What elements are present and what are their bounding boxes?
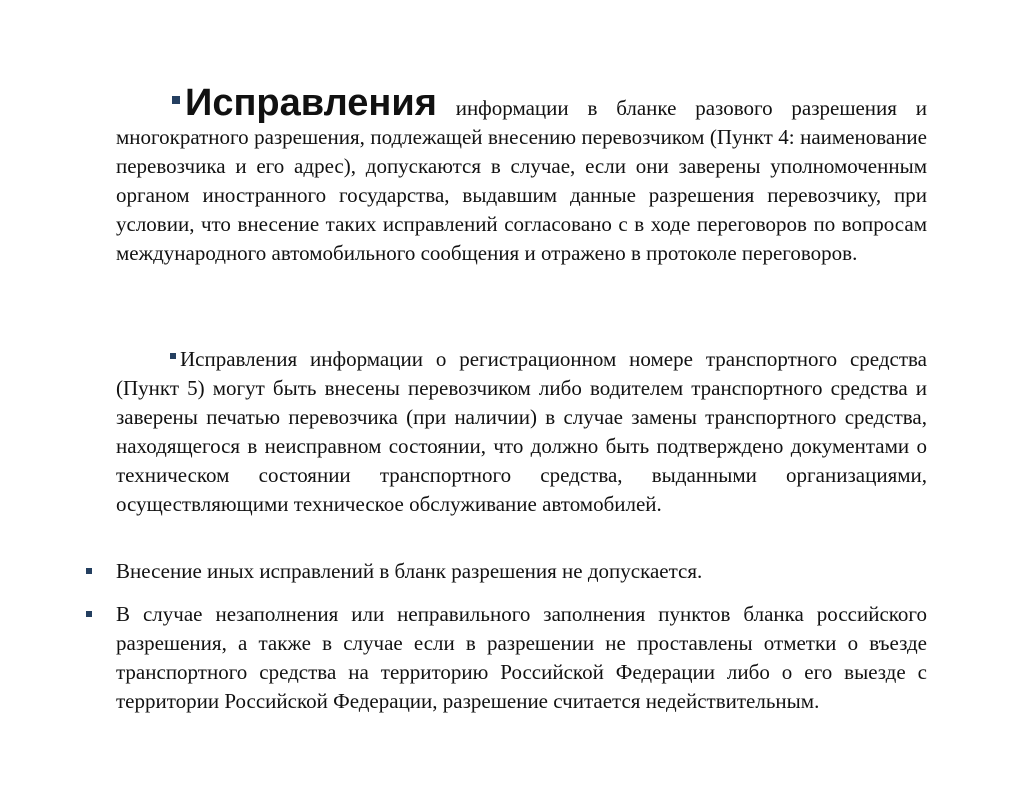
paragraph-corrections-single-multiple-permit — [116, 82, 927, 268]
paragraph-text: Внесение иных исправлений в бланк разрешения не допускается. — [116, 559, 703, 583]
bullet-icon — [86, 568, 92, 574]
paragraph-text: В случае незаполнения или неправильного заполнения пунктов бланка российского разрешения, а также в случае если в разрешении не проставлены отметки о въезде транспортного средства на территорию Российской Федерации либо о его выезде с территории Российской Федерации, разрешение считается недействительным. — [116, 602, 927, 713]
bullet-icon — [170, 353, 176, 359]
bullet-icon — [172, 96, 180, 104]
paragraph-heading-word: Исправления — [185, 82, 437, 124]
paragraph-text: Исправления информации о регистрационном номере транспортного средства (Пункт 5) могут быть внесены перевозчиком либо водителем транспортного средства и заверены печатью перевозчика (при наличии) в случае замены транспортного средства, находящегося в неисправном состоянии, что должно быть подтверждено документами о техническом состоянии транспортного средства, выданными организациями, осуществляющими техническое обслуживание автомобилей. — [116, 347, 927, 516]
paragraph-other-corrections — [116, 557, 927, 586]
paragraph-text: информации в бланке разового разрешения и многократного разрешения, подлежащей внесению перевозчиком (Пункт 4: наименование перевозчика и его адрес), допускаются в случае, если они заверены уполномоченным органом иностранного государства, выдавшим данные разрешения перевозчику, при условии, что внесение таких исправлений согласовано с в ходе переговоров по вопросам международного автомобильного сообщения и отражено в протоколе переговоров. — [116, 96, 927, 265]
paragraph-corrections-vehicle-number — [116, 345, 927, 519]
paragraph-invalid-permit — [116, 600, 927, 716]
bullet-icon — [86, 611, 92, 617]
